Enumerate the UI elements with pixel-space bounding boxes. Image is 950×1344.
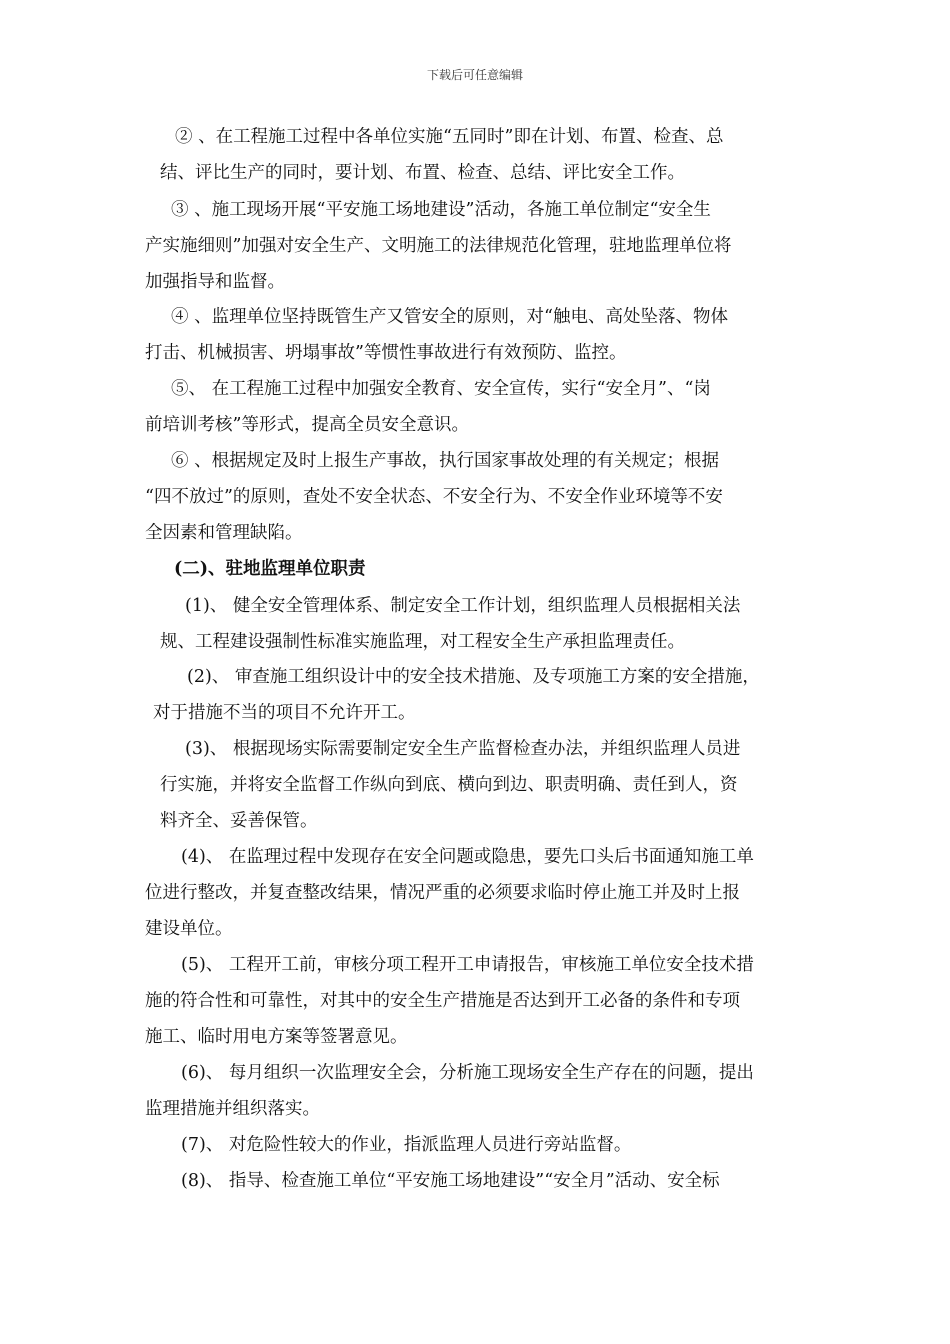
section-heading: (二)、驻地监理单位职责 xyxy=(174,559,366,579)
text-line: 结、评比生产的同时，要计划、布置、检查、总结、评比安全工作。 xyxy=(160,163,685,183)
duty-1 xyxy=(145,588,805,660)
duty-8 xyxy=(145,1163,805,1199)
paragraph-5 xyxy=(145,371,805,443)
text-line: (4)、 在监理过程中发现存在安全问题或隐患，要先口头后书面通知施工单 xyxy=(181,847,754,867)
text-line: 行实施，并将安全监督工作纵向到底、横向到边、职责明确、责任到人，资 xyxy=(160,775,738,795)
paragraph-4 xyxy=(145,299,805,371)
text-line: ③ 、施工现场开展“平安施工场地建设”活动，各施工单位制定“安全生 xyxy=(171,200,711,220)
duty-6 xyxy=(145,1055,805,1127)
text-line: 监理措施并组织落实。 xyxy=(145,1099,320,1119)
paragraph-3 xyxy=(145,192,805,300)
paragraph-6 xyxy=(145,443,805,551)
text-line: ② 、在工程施工过程中各单位实施“五同时”即在计划、布置、检查、总 xyxy=(175,127,724,147)
text-line: ⑥ 、根据规定及时上报生产事故，执行国家事故处理的有关规定；根据 xyxy=(171,451,720,471)
text-line: 建设单位。 xyxy=(145,919,233,939)
text-line: ④ 、监理单位坚持既管生产又管安全的原则，对“触电、高处坠落、物体 xyxy=(171,307,729,327)
page-header: 下载后可任意编辑 xyxy=(426,68,523,82)
text-line: “四不放过”的原则，查处不安全状态、不安全行为、不安全作业环境等不安 xyxy=(145,487,723,507)
text-line: 规、工程建设强制性标准实施监理，对工程安全生产承担监理责任。 xyxy=(160,632,685,652)
duty-3 xyxy=(145,731,805,839)
text-line: ⑤、 在工程施工过程中加强安全教育、安全宣传，实行“安全月”、“岗 xyxy=(171,379,711,399)
duty-2 xyxy=(145,659,805,731)
text-line: 料齐全、妥善保管。 xyxy=(160,811,318,831)
text-line: (5)、 工程开工前，审核分项工程开工申请报告，审核施工单位安全技术措 xyxy=(181,955,754,975)
paragraph-2 xyxy=(145,119,805,191)
text-line: (2)、 审查施工组织设计中的安全技术措施、及专项施工方案的安全措施， xyxy=(187,667,760,687)
text-line: (3)、 根据现场实际需要制定安全生产监督检查办法，并组织监理人员进 xyxy=(185,739,741,759)
duty-7 xyxy=(145,1127,805,1163)
text-line: 加强指导和监督。 xyxy=(145,272,285,292)
text-line: 施的符合性和可靠性，对其中的安全生产措施是否达到开工必备的条件和专项 xyxy=(145,991,740,1011)
text-line: 前培训考核”等形式，提高全员安全意识。 xyxy=(145,415,469,435)
text-line: (6)、 每月组织一次监理安全会，分析施工现场安全生产存在的问题，提出 xyxy=(181,1063,754,1083)
text-line: 全因素和管理缺陷。 xyxy=(145,523,303,543)
duty-5 xyxy=(145,947,805,1055)
text-line: (8)、 指导、检查施工单位“平安施工场地建设”“安全月”活动、安全标 xyxy=(181,1171,720,1191)
text-line: 位进行整改，并复查整改结果，情况严重的必须要求临时停止施工并及时上报 xyxy=(145,883,740,903)
text-line: 产实施细则”加强对安全生产、文明施工的法律规范化管理，驻地监理单位将 xyxy=(145,236,732,256)
text-line: (1)、 健全安全管理体系、制定安全工作计划，组织监理人员根据相关法 xyxy=(185,596,741,616)
text-line: 施工、临时用电方案等签署意见。 xyxy=(145,1027,408,1047)
text-line: (7)、 对危险性较大的作业，指派监理人员进行旁站监督。 xyxy=(181,1135,632,1155)
text-line: 打击、机械损害、坍塌事故”等惯性事故进行有效预防、监控。 xyxy=(145,343,627,363)
duty-4 xyxy=(145,839,805,947)
text-line: 对于措施不当的项目不允许开工。 xyxy=(153,703,416,723)
